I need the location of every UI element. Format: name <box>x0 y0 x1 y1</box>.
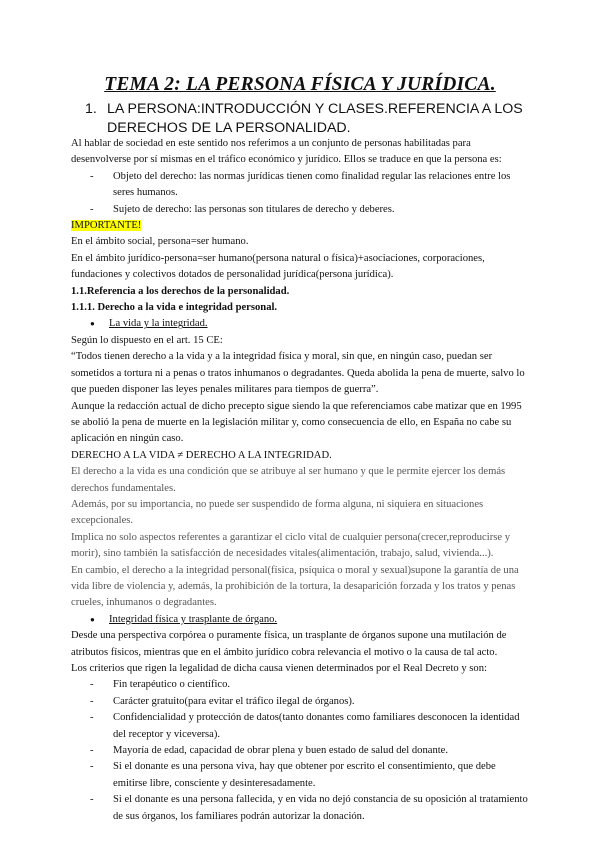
bullet-icon: ● <box>90 319 95 329</box>
abolition-paragraph: Aunque la redacción actual de dicho precepto sigue siendo la que referenciamos cabe matizar que en 1995 se abolió la pena de muerte en la legislación militar y, como consecuencia de ello, en España no cabe su aplicación en ningún caso. <box>71 400 522 445</box>
bullet-item: ● Integridad física y trasplante de órgano. <box>71 612 531 628</box>
section-heading <box>85 100 525 138</box>
list-item: - Mayoría de edad, capacidad de obrar plena y buen estado de salud del donante. <box>90 745 449 757</box>
list-item: - Confidencialidad y protección de datos(tanto donantes como familiares desconocen la identidad del receptor y viceversa). <box>90 712 520 740</box>
bullet-item: ● La vida y la integridad. <box>71 316 531 332</box>
life-vs-integrity: DERECHO A LA VIDA ≠ DERECHO A LA INTEGRIDAD. <box>71 449 332 461</box>
legal-definition: En el ámbito jurídico-persona=ser humano(persona natural o física)+asociaciones, corporaciones, fundaciones y colectivos dotados de personalidad jurídica(persona jurídica). <box>71 252 485 281</box>
constitution-quote: “Todos tienen derecho a la vida y a la integridad física y moral, sin que, en ningún caso, puedan ser sometidos a tortura ni a penas o tratos inhumanos o degradantes. Queda abolida la pena de muerte, salvo lo que pueden disponer las leyes penales militares para tiempos de guerra”. <box>71 351 525 396</box>
list-item: - Si el donante es una persona fallecida, y en vida no dejó constancia de su oposición al tratamiento de sus órganos, los familiares podrán autorizar la donación. <box>90 794 528 822</box>
bullet-icon: ● <box>90 614 95 624</box>
list-item: - Objeto del derecho: las normas jurídicas tienen como finalidad regular las relaciones entre los seres humanos. <box>90 170 511 199</box>
transplant-paragraph: Desde una perspectiva corpórea o puramente física, un trasplante de órganos supone una mutilación de atributos físicos, mientras que en el ámbito jurídico cobra relevancia el motivo o la causa de tal acto. <box>71 630 507 658</box>
integrity-paragraph: En cambio, el derecho a la integridad personal(física, psíquica o moral y sexual)supone la garantía de una vida libre de violencia y, además, la prohibición de la tortura, la desaparición forzada y los tratos y penas crueles, inhumanos o degradantes. <box>71 564 519 609</box>
document-body <box>71 136 531 825</box>
page-title: TEMA 2: LA PERSONA FÍSICA Y JURÍDICA. <box>104 74 496 95</box>
importance-paragraph: Además, por su importancia, no puede ser suspendido de forma alguna, ni siquiera en situaciones excepcionales. <box>71 498 484 527</box>
list-item: - Sujeto de derecho: las personas son titulares de derecho y deberes. <box>90 203 395 215</box>
subsubsection-heading: 1.1.1. Derecho a la vida e integridad personal. <box>71 302 278 314</box>
subsection-heading: 1.1.Referencia a los derechos de la personalidad. <box>71 285 290 297</box>
life-paragraph: El derecho a la vida es una condición que se atribuye al ser humano y que le permite ejercer los demás derechos fundamentales. <box>71 466 506 494</box>
criteria-intro: Los criterios que rigen la legalidad de dicha causa vienen determinados por el Real Decreto y son: <box>71 663 487 674</box>
social-definition: En el ámbito social, persona=ser humano. <box>71 236 249 248</box>
list-item: - Carácter gratuito(para evitar el tráfico ilegal de órganos). <box>90 695 355 707</box>
intro-paragraph: Al hablar de sociedad en este sentido nos referimos a un conjunto de personas habilitadas para desenvolverse por sí mismas en el tráfico económico y jurídico. Ellos se traduce en que la persona es: <box>71 138 502 166</box>
article-reference: Según lo dispuesto en el art. 15 CE: <box>71 334 223 346</box>
section-number: 1. <box>85 101 97 117</box>
list-item: - Fin terapéutico o científico. <box>90 679 231 691</box>
implies-paragraph: Implica no solo aspectos referentes a garantizar el ciclo vital de cualquier persona(crecer,reproducirse y morir), sino también la satisfacción de necesidades vitales(alimentación, trabajo, salud, vivienda...). <box>71 531 510 560</box>
section-heading-text: LA PERSONA:INTRODUCCIÓN Y CLASES.REFERENCIA A LOS DERECHOS DE LA PERSONALIDAD. <box>107 101 523 136</box>
list-item: - Si el donante es una persona viva, hay que obtener por escrito el consentimiento, que debe emitirse libre, consciente y desinteresadamente. <box>90 761 496 789</box>
important-label: IMPORTANTE! <box>71 220 142 232</box>
